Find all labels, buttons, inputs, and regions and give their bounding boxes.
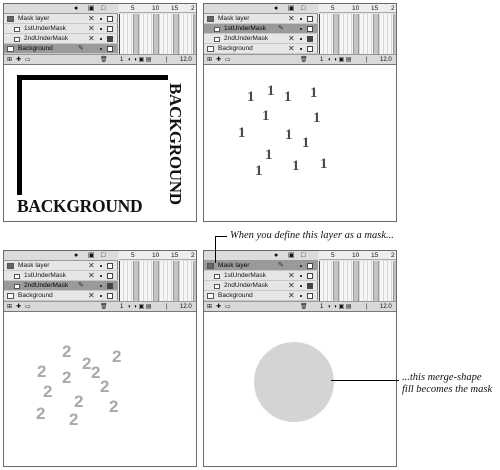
frame-ruler — [119, 251, 196, 260]
frame-band — [373, 14, 379, 54]
outline-icon[interactable]: □ — [301, 252, 306, 259]
outline-square-icon[interactable] — [107, 36, 113, 42]
pencil-icon: ✎ — [78, 282, 84, 289]
layer-header — [204, 4, 318, 14]
outline-square-icon[interactable] — [307, 46, 313, 52]
timeline — [204, 251, 396, 312]
add-layer-icon[interactable]: ⊞ — [7, 57, 13, 63]
callout-line-side — [331, 380, 399, 381]
playhead[interactable] — [119, 261, 120, 301]
ruler-tick: 2 — [191, 5, 195, 12]
outline-square-icon[interactable] — [307, 283, 313, 289]
add-layer-icon[interactable]: ⊞ — [7, 304, 13, 310]
eye-icon[interactable]: ● — [74, 5, 79, 12]
frame-number: 1 — [320, 304, 324, 310]
panel-mask-layer — [203, 250, 397, 467]
frame-band — [333, 261, 339, 301]
ruler-tick: 5 — [331, 252, 335, 259]
timeline-toolbar — [204, 301, 396, 311]
layer-row-mask[interactable] — [204, 261, 318, 271]
layer-row-1stundermask[interactable] — [204, 24, 318, 34]
digit-two: 2 — [36, 404, 46, 423]
outline-square-icon[interactable] — [107, 293, 113, 299]
digit-two: 2 — [37, 362, 47, 381]
lock-dot-icon[interactable] — [100, 28, 102, 30]
onion-skin-icons[interactable]: ◐ ◑ ▣ ▤ — [328, 304, 352, 310]
frame-band — [353, 14, 359, 54]
normal-layer-icon — [7, 293, 14, 299]
digit-two: 2 — [74, 392, 84, 411]
layer-row-background[interactable] — [4, 291, 118, 301]
digit-two: 2 — [69, 410, 79, 429]
visibility-x-icon[interactable]: ✕ — [288, 271, 295, 280]
ruler-tick: 10 — [152, 5, 160, 12]
lock-icon[interactable]: ▣ — [288, 252, 295, 259]
add-folder-icon[interactable]: ▭ — [25, 304, 31, 310]
lock-dot-icon[interactable] — [300, 285, 302, 287]
frame-grid[interactable] — [119, 261, 196, 301]
frame-band — [193, 14, 196, 54]
digit-one: 1 — [247, 89, 255, 105]
layer-row-mask[interactable] — [204, 14, 318, 24]
trash-icon[interactable]: 🗑 — [300, 57, 308, 63]
callout-line-top-h — [215, 236, 227, 237]
layer-row-2ndundermask[interactable] — [204, 34, 318, 44]
timeline — [4, 251, 196, 312]
outline-icon[interactable]: □ — [101, 5, 106, 12]
lock-dot-icon[interactable] — [300, 18, 302, 20]
layer-name: Background — [218, 292, 253, 299]
digit-one: 1 — [292, 158, 300, 174]
frame-number: 1 — [320, 57, 324, 63]
visibility-x-icon[interactable]: ✕ — [88, 14, 95, 23]
lock-dot-icon[interactable] — [100, 285, 102, 287]
frame-band — [333, 14, 339, 54]
mask-layer-icon — [7, 263, 14, 269]
frame-band — [153, 14, 159, 54]
lock-dot-icon[interactable] — [100, 275, 102, 277]
masked-layer-icon — [214, 27, 220, 32]
digit-one: 1 — [285, 127, 293, 143]
eye-icon[interactable]: ● — [274, 5, 279, 12]
lock-dot-icon[interactable] — [100, 48, 102, 50]
ruler-tick: 2 — [391, 5, 395, 12]
lock-dot-icon[interactable] — [100, 18, 102, 20]
layer-name: 1stUnderMask — [24, 272, 66, 279]
layer-name: Background — [18, 292, 53, 299]
frame-number: 1 — [120, 304, 124, 310]
layer-row-2ndundermask[interactable] — [4, 34, 118, 44]
add-layer-icon[interactable]: ⊞ — [207, 304, 213, 310]
panel-2ndundermask-layer — [3, 250, 197, 467]
layer-row-1stundermask[interactable] — [4, 24, 118, 34]
pencil-icon: ✎ — [78, 45, 84, 52]
digit-two: 2 — [62, 368, 72, 387]
outline-icon[interactable]: □ — [301, 5, 306, 12]
frame-band — [173, 261, 179, 301]
frame-rate: 12.0 — [380, 57, 392, 63]
ruler-tick: 15 — [371, 5, 379, 12]
add-folder-icon[interactable]: ▭ — [225, 304, 231, 310]
frame-band — [393, 14, 396, 54]
lock-dot-icon[interactable] — [300, 275, 302, 277]
layer-row-mask[interactable] — [4, 14, 118, 24]
lock-dot-icon[interactable] — [300, 28, 302, 30]
visibility-x-icon[interactable]: ✕ — [88, 291, 95, 300]
layer-name: Mask layer — [18, 262, 50, 269]
frame-band — [133, 14, 139, 54]
divider-icon: | — [366, 304, 368, 310]
outline-square-icon[interactable] — [307, 26, 313, 32]
frame-band — [153, 261, 159, 301]
digit-one: 1 — [265, 147, 273, 163]
frame-rate: 12.0 — [380, 304, 392, 310]
layer-row-background[interactable] — [4, 44, 118, 54]
stage[interactable] — [4, 65, 196, 221]
add-guide-icon[interactable]: ✚ — [216, 57, 222, 63]
digit-one: 1 — [320, 156, 328, 172]
lock-dot-icon[interactable] — [300, 38, 302, 40]
background-text-vertical: BACKGROUND — [166, 83, 185, 205]
masked-layer-icon — [14, 274, 20, 279]
lock-icon[interactable]: ▣ — [288, 5, 295, 12]
ruler-tick: 10 — [352, 252, 360, 259]
digit-one: 1 — [267, 83, 275, 99]
digit-one: 1 — [302, 135, 310, 151]
frame-grid[interactable] — [319, 261, 396, 301]
ruler-tick: 15 — [171, 252, 179, 259]
normal-layer-icon — [207, 46, 214, 52]
stage[interactable] — [4, 312, 196, 466]
layer-name: 2ndUnderMask — [224, 282, 269, 289]
visibility-x-icon[interactable]: ✕ — [288, 291, 295, 300]
frame-ruler — [319, 4, 396, 13]
add-folder-icon[interactable]: ▭ — [225, 57, 231, 63]
onion-skin-icons[interactable]: ◐ ◑ ▣ ▤ — [128, 57, 152, 63]
visibility-x-icon[interactable]: ✕ — [88, 24, 95, 33]
frame-number: 1 — [120, 57, 124, 63]
trash-icon[interactable]: 🗑 — [300, 304, 308, 310]
divider-icon: | — [166, 304, 168, 310]
frame-ruler — [319, 251, 396, 260]
frame-rate: 12.0 — [180, 57, 192, 63]
timeline — [4, 4, 196, 65]
layer-name: Mask layer — [218, 262, 250, 269]
normal-layer-icon — [7, 46, 14, 52]
lock-dot-icon[interactable] — [100, 295, 102, 297]
visibility-x-icon[interactable]: ✕ — [88, 271, 95, 280]
lock-dot-icon[interactable] — [300, 295, 302, 297]
stage[interactable] — [204, 312, 396, 466]
mask-layer-icon — [207, 16, 214, 22]
ruler-tick: 5 — [331, 5, 335, 12]
digit-one: 1 — [310, 85, 318, 101]
callout-top: When you define this layer as a mask... — [230, 230, 394, 241]
background-text-horizontal: BACKGROUND — [17, 196, 143, 216]
frame-band — [193, 261, 196, 301]
lock-dot-icon[interactable] — [300, 265, 302, 267]
digit-two: 2 — [43, 382, 53, 401]
digit-one: 1 — [262, 108, 270, 124]
layer-name: Background — [218, 45, 253, 52]
outline-square-icon[interactable] — [307, 263, 313, 269]
eye-icon[interactable]: ● — [274, 252, 279, 259]
masked-layer-icon — [14, 27, 20, 32]
playhead[interactable] — [319, 14, 320, 54]
masked-layer-icon — [214, 274, 220, 279]
outline-square-icon[interactable] — [307, 16, 313, 22]
ruler-tick: 15 — [371, 252, 379, 259]
timeline-toolbar — [4, 54, 196, 64]
masked-layer-icon — [14, 284, 20, 289]
lock-icon[interactable]: ▣ — [88, 5, 95, 12]
add-guide-icon[interactable]: ✚ — [16, 57, 22, 63]
ruler-tick: 5 — [131, 5, 135, 12]
layer-row-1stundermask[interactable] — [204, 271, 318, 281]
eye-icon[interactable]: ● — [74, 252, 79, 259]
onion-skin-icons[interactable]: ◐ ◑ ▣ ▤ — [328, 57, 352, 63]
digit-two: 2 — [109, 397, 119, 416]
timeline — [204, 4, 396, 65]
layer-name: 2ndUnderMask — [24, 35, 69, 42]
outline-icon[interactable]: □ — [101, 252, 106, 259]
frame-grid[interactable] — [119, 14, 196, 54]
layer-name: Background — [18, 45, 53, 52]
lock-dot-icon[interactable] — [300, 48, 302, 50]
playhead[interactable] — [119, 14, 120, 54]
masked-layer-icon — [214, 284, 220, 289]
timeline-toolbar — [204, 54, 396, 64]
onion-skin-icons[interactable]: ◐ ◑ ▣ ▤ — [128, 304, 152, 310]
ruler-tick: 2 — [191, 252, 195, 259]
visibility-x-icon[interactable]: ✕ — [88, 34, 95, 43]
outline-square-icon[interactable] — [107, 263, 113, 269]
outline-square-icon[interactable] — [307, 273, 313, 279]
panel-1stundermask-layer — [203, 3, 397, 222]
masked-layer-icon — [214, 37, 220, 42]
digit-two: 2 — [91, 363, 101, 382]
digit-one: 1 — [255, 163, 263, 179]
visibility-x-icon[interactable]: ✕ — [288, 14, 295, 23]
pencil-icon: ✎ — [278, 262, 284, 269]
frame-band — [373, 261, 379, 301]
add-guide-icon[interactable]: ✚ — [216, 304, 222, 310]
digit-two: 2 — [112, 347, 122, 366]
horizontal-bar — [17, 75, 168, 80]
ruler-tick: 15 — [171, 5, 179, 12]
layer-row-2ndundermask[interactable] — [4, 281, 118, 291]
divider-icon: | — [366, 57, 368, 63]
layer-row-background[interactable] — [204, 291, 318, 301]
frame-ruler — [119, 4, 196, 13]
add-guide-icon[interactable]: ✚ — [16, 304, 22, 310]
layer-row-2ndundermask[interactable] — [204, 281, 318, 291]
layer-name: Mask layer — [18, 15, 50, 22]
divider-icon: | — [166, 57, 168, 63]
callout-side-2: fill becomes the mask — [402, 384, 493, 395]
pencil-icon: ✎ — [278, 25, 284, 32]
layer-name: 1stUnderMask — [224, 272, 266, 279]
playhead[interactable] — [319, 261, 320, 301]
callout-side-1: ...this merge-shape — [402, 372, 482, 383]
digit-two: 2 — [62, 342, 72, 361]
normal-layer-icon — [207, 293, 214, 299]
digit-two: 2 — [100, 377, 110, 396]
panel-background-layer — [3, 3, 197, 222]
trash-icon[interactable]: 🗑 — [100, 304, 108, 310]
outline-square-icon[interactable] — [107, 283, 113, 289]
visibility-x-icon[interactable]: ✕ — [88, 261, 95, 270]
frame-band — [173, 14, 179, 54]
outline-square-icon[interactable] — [107, 273, 113, 279]
frame-band — [133, 261, 139, 301]
digit-one: 1 — [238, 125, 246, 141]
timeline-toolbar — [4, 301, 196, 311]
masked-layer-icon — [14, 37, 20, 42]
layer-name: 1stUnderMask — [224, 25, 266, 32]
layer-header — [4, 251, 118, 261]
layer-header — [4, 4, 118, 14]
outline-square-icon[interactable] — [307, 293, 313, 299]
digit-two: 2 — [82, 354, 92, 373]
frame-rate: 12.0 — [180, 304, 192, 310]
ruler-tick: 5 — [131, 252, 135, 259]
layer-header — [204, 251, 318, 261]
frame-band — [393, 261, 396, 301]
layer-row-background[interactable] — [204, 44, 318, 54]
add-folder-icon[interactable]: ▭ — [25, 57, 31, 63]
add-layer-icon[interactable]: ⊞ — [207, 57, 213, 63]
trash-icon[interactable]: 🗑 — [100, 57, 108, 63]
outline-square-icon[interactable] — [107, 16, 113, 22]
callout-line-top — [215, 236, 216, 263]
layer-name: 1stUnderMask — [24, 25, 66, 32]
digit-one: 1 — [313, 110, 321, 126]
outline-square-icon[interactable] — [107, 46, 113, 52]
ruler-tick: 10 — [352, 5, 360, 12]
visibility-x-icon[interactable]: ✕ — [288, 281, 295, 290]
layer-name: 2ndUnderMask — [224, 35, 269, 42]
vertical-bar — [17, 80, 22, 195]
ruler-tick: 2 — [391, 252, 395, 259]
lock-dot-icon[interactable] — [100, 38, 102, 40]
layer-name: Mask layer — [218, 15, 250, 22]
digit-one: 1 — [284, 89, 292, 105]
visibility-x-icon[interactable]: ✕ — [288, 44, 295, 53]
mask-layer-icon — [7, 16, 14, 22]
visibility-x-icon[interactable]: ✕ — [288, 34, 295, 43]
frame-band — [353, 261, 359, 301]
layer-row-mask[interactable] — [4, 261, 118, 271]
frame-grid[interactable] — [319, 14, 396, 54]
lock-dot-icon[interactable] — [100, 265, 102, 267]
lock-icon[interactable]: ▣ — [88, 252, 95, 259]
layer-name: 2ndUnderMask — [24, 282, 69, 289]
mask-layer-icon — [207, 263, 214, 269]
mask-fill-circle — [254, 342, 334, 422]
outline-square-icon[interactable] — [307, 36, 313, 42]
outline-square-icon[interactable] — [107, 26, 113, 32]
layer-row-1stundermask[interactable] — [4, 271, 118, 281]
stage[interactable] — [204, 65, 396, 221]
ruler-tick: 10 — [152, 252, 160, 259]
